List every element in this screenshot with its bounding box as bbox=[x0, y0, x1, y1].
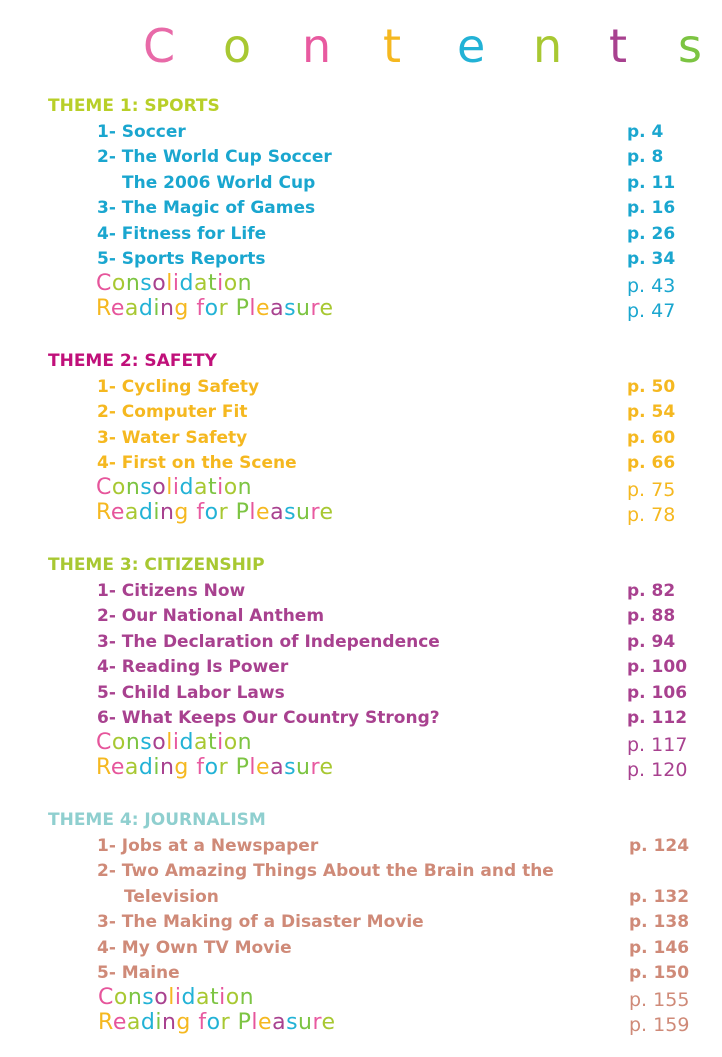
consolidation-label-wrap[interactable] bbox=[96, 730, 252, 756]
chapter-title[interactable]: 5- Child Labor Laws bbox=[97, 682, 285, 703]
theme-heading-row bbox=[0, 350, 722, 376]
chapter-row[interactable] bbox=[0, 172, 722, 198]
theme-heading: THEME 3: CITIZENSHIP bbox=[48, 555, 265, 575]
chapter-row[interactable] bbox=[0, 146, 722, 172]
consolidation-label: Consolidation bbox=[96, 474, 253, 500]
chapter-row[interactable] bbox=[0, 121, 722, 147]
consolidation-page-number: p. 155 bbox=[629, 988, 690, 1011]
theme-heading: THEME 4: JOURNALISM bbox=[48, 810, 266, 830]
chapter-page-number: p. 150 bbox=[629, 963, 690, 983]
consolidation-page-number: p. 75 bbox=[627, 478, 676, 501]
chapter-title[interactable]: 4- My Own TV Movie bbox=[97, 937, 292, 958]
chapter-page-number: p. 146 bbox=[629, 937, 690, 958]
chapter-page-number: p. 82 bbox=[627, 580, 676, 601]
chapter-page-number: p. 26 bbox=[627, 223, 676, 244]
chapter-row[interactable] bbox=[0, 401, 722, 427]
theme-heading-row bbox=[0, 554, 722, 580]
chapter-row[interactable] bbox=[0, 427, 722, 453]
chapter-page-number: p. 4 bbox=[627, 121, 664, 142]
theme-heading: THEME 1: SPORTS bbox=[48, 96, 220, 116]
chapter-title[interactable]: 1- Jobs at a Newspaper bbox=[97, 835, 319, 856]
title-letter: o bbox=[223, 19, 252, 73]
chapter-title[interactable]: 3- The Making of a Disaster Movie bbox=[97, 912, 424, 932]
chapter-title[interactable]: 3- The Magic of Games bbox=[97, 198, 316, 218]
chapter-page-number: p. 112 bbox=[627, 708, 688, 728]
title-letter: n bbox=[533, 19, 563, 73]
reading-for-pleasure-label-wrap[interactable] bbox=[98, 1010, 336, 1036]
chapter-title[interactable]: 4- Reading Is Power bbox=[97, 657, 289, 677]
chapter-row[interactable] bbox=[0, 911, 722, 937]
chapter-page-number: p. 66 bbox=[627, 453, 676, 473]
chapter-page-number: p. 94 bbox=[627, 631, 676, 652]
theme-heading-row bbox=[0, 809, 722, 835]
chapter-row[interactable] bbox=[0, 682, 722, 708]
chapter-title[interactable]: 4- Fitness for Life bbox=[97, 223, 267, 244]
chapter-row[interactable] bbox=[0, 631, 722, 657]
chapter-row[interactable] bbox=[0, 605, 722, 631]
reading-page-number: p. 120 bbox=[627, 759, 688, 781]
consolidation-label: Consolidation bbox=[96, 270, 253, 296]
chapter-title[interactable]: 2- Computer Fit bbox=[97, 402, 248, 422]
reading-row[interactable] bbox=[0, 1010, 722, 1039]
contents-title bbox=[0, 16, 722, 76]
reading-for-pleasure-label: Reading for Pleasure bbox=[96, 296, 334, 321]
theme-heading-row bbox=[0, 95, 722, 121]
reading-page-number: p. 159 bbox=[629, 1014, 690, 1036]
consolidation-label-wrap[interactable] bbox=[96, 475, 252, 501]
reading-for-pleasure-label-wrap[interactable] bbox=[96, 500, 334, 526]
consolidation-label: Consolidation bbox=[96, 729, 253, 755]
chapter-page-number: p. 132 bbox=[629, 886, 690, 907]
chapter-row[interactable] bbox=[0, 376, 722, 402]
chapter-page-number: p. 8 bbox=[627, 147, 664, 167]
chapter-title[interactable]: 5- Maine bbox=[97, 963, 180, 983]
reading-page-number: p. 78 bbox=[627, 504, 676, 526]
chapter-title[interactable]: 3- The Declaration of Independence bbox=[97, 631, 440, 652]
title-letter: n bbox=[302, 19, 332, 73]
title-letter: t bbox=[609, 19, 628, 73]
reading-row[interactable] bbox=[0, 500, 722, 529]
reading-for-pleasure-label-wrap[interactable] bbox=[96, 296, 334, 322]
chapter-title-continued[interactable]: Television bbox=[124, 886, 219, 907]
chapter-page-number: p. 11 bbox=[627, 172, 676, 193]
chapter-page-number: p. 100 bbox=[627, 657, 688, 677]
consolidation-label-wrap[interactable] bbox=[98, 985, 254, 1011]
chapter-row[interactable] bbox=[0, 656, 722, 682]
title-letter: e bbox=[457, 19, 486, 73]
reading-for-pleasure-label: Reading for Pleasure bbox=[96, 500, 334, 525]
chapter-title[interactable]: 1- Citizens Now bbox=[97, 580, 246, 601]
chapter-page-number: p. 34 bbox=[627, 249, 676, 269]
chapter-title[interactable]: 6- What Keeps Our Country Strong? bbox=[97, 708, 440, 728]
title-letter: s bbox=[678, 19, 702, 73]
reading-row[interactable] bbox=[0, 755, 722, 784]
reading-page-number: p. 47 bbox=[627, 300, 676, 322]
reading-for-pleasure-label-wrap[interactable] bbox=[96, 755, 334, 781]
chapter-row-continued[interactable] bbox=[0, 886, 722, 912]
chapter-title[interactable]: 4- First on the Scene bbox=[97, 453, 297, 473]
consolidation-label-wrap[interactable] bbox=[96, 271, 252, 297]
chapter-row[interactable] bbox=[0, 860, 722, 886]
chapter-title[interactable]: 5- Sports Reports bbox=[97, 249, 266, 269]
chapter-row[interactable] bbox=[0, 223, 722, 249]
theme-heading: THEME 2: SAFETY bbox=[48, 351, 217, 371]
chapter-title[interactable]: 1- Soccer bbox=[97, 121, 186, 142]
consolidation-page-number: p. 43 bbox=[627, 274, 676, 297]
reading-for-pleasure-label: Reading for Pleasure bbox=[96, 755, 334, 780]
chapter-title[interactable]: 2- The World Cup Soccer bbox=[97, 147, 332, 167]
chapter-row[interactable] bbox=[0, 197, 722, 223]
chapter-title[interactable]: 1- Cycling Safety bbox=[97, 376, 260, 397]
chapter-row[interactable] bbox=[0, 937, 722, 963]
consolidation-label: Consolidation bbox=[98, 984, 255, 1010]
chapter-row[interactable] bbox=[0, 580, 722, 606]
chapter-title[interactable]: 2- Our National Anthem bbox=[97, 606, 325, 626]
reading-for-pleasure-label: Reading for Pleasure bbox=[98, 1010, 336, 1035]
reading-row[interactable] bbox=[0, 296, 722, 325]
title-letter: C bbox=[143, 19, 176, 73]
chapter-page-number: p. 60 bbox=[627, 427, 676, 448]
chapter-row[interactable] bbox=[0, 835, 722, 861]
chapter-title[interactable]: The 2006 World Cup bbox=[122, 172, 316, 193]
title-letter: t bbox=[383, 19, 402, 73]
consolidation-page-number: p. 117 bbox=[627, 733, 688, 756]
chapter-title[interactable]: 3- Water Safety bbox=[97, 427, 248, 448]
chapter-page-number: p. 54 bbox=[627, 402, 676, 422]
chapter-page-number: p. 88 bbox=[627, 606, 676, 626]
chapter-page-number: p. 50 bbox=[627, 376, 676, 397]
chapter-page-number: p. 138 bbox=[629, 912, 690, 932]
chapter-page-number: p. 124 bbox=[629, 835, 690, 856]
chapter-page-number: p. 106 bbox=[627, 682, 688, 703]
chapter-title[interactable]: 2- Two Amazing Things About the Brain and the bbox=[97, 861, 554, 881]
chapter-page-number: p. 16 bbox=[627, 198, 676, 218]
